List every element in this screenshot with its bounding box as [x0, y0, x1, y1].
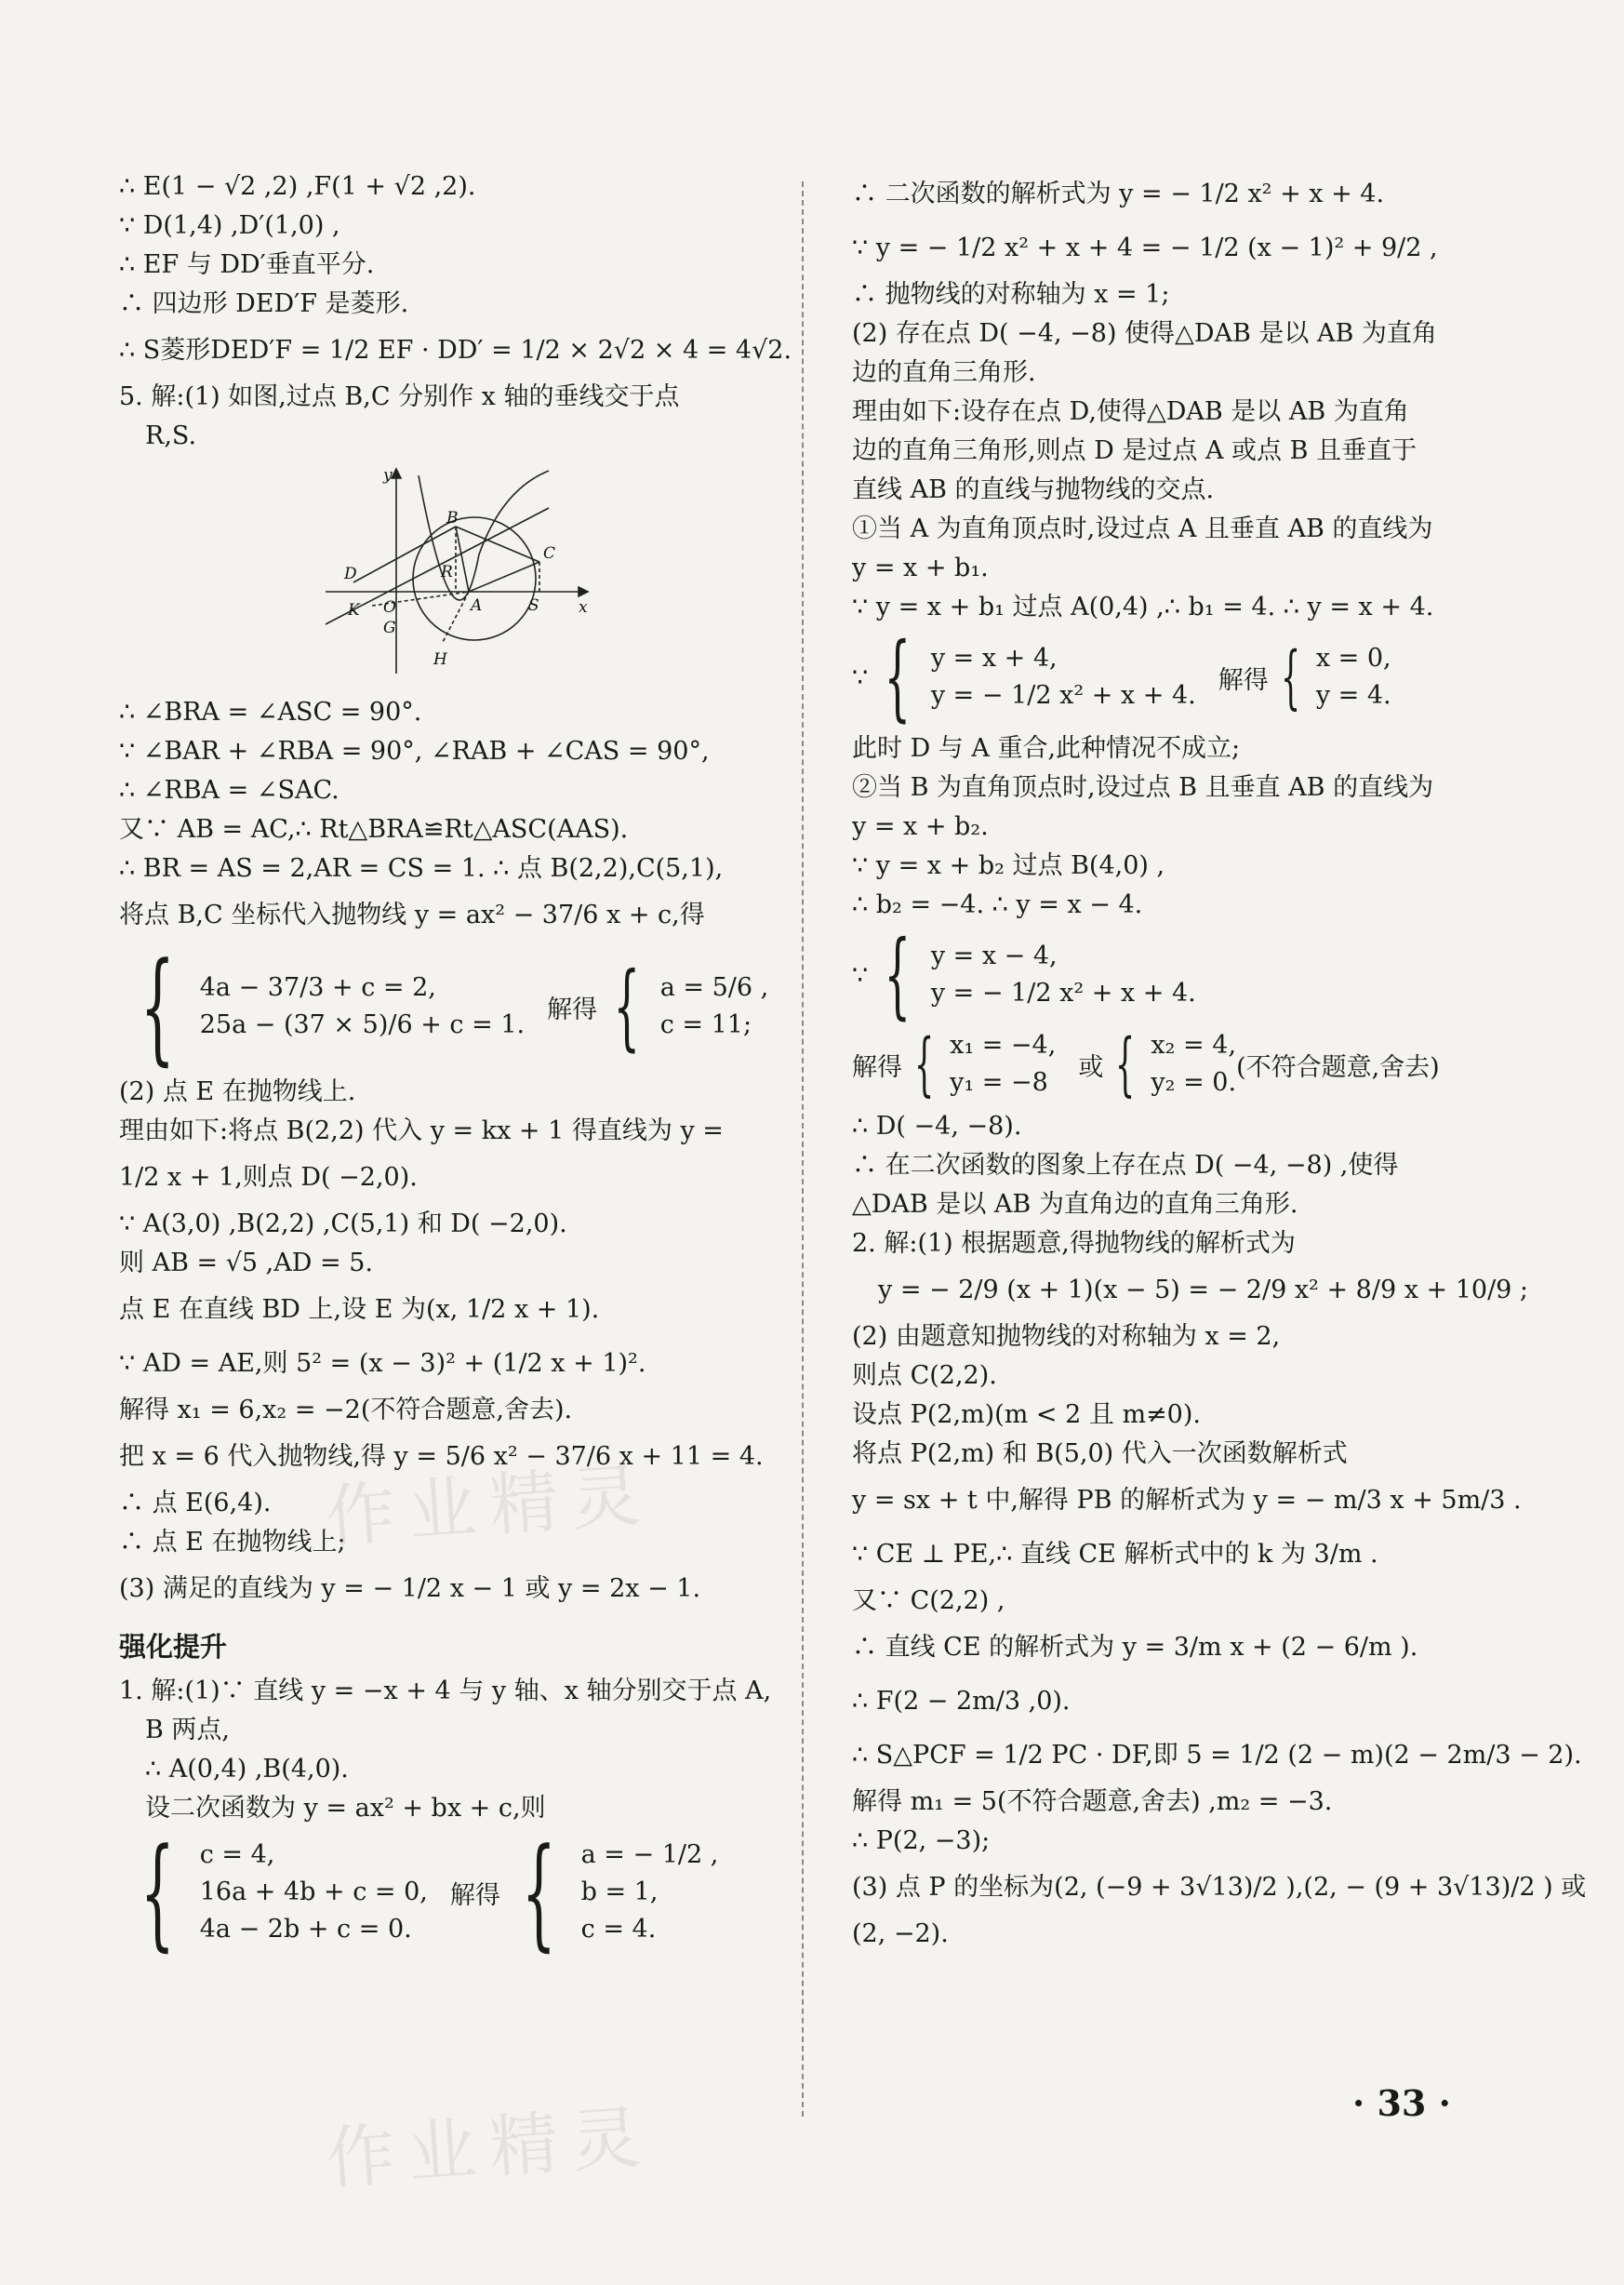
text-line: 1/2 x + 1,则点 D( −2,0).	[119, 1163, 418, 1192]
equation: 16a + 4b + c = 0,	[199, 1877, 428, 1906]
equation-system	[119, 936, 789, 1077]
solution: x = 0,	[1315, 644, 1391, 673]
note: (不符合题意,舍去)	[1236, 1052, 1440, 1082]
text-line: ∵ y = − 1/2 x² + x + 4 = − 1/2 (x − 1)² + 9/2 ,	[852, 234, 1438, 262]
text-line: ∴ D( −4, −8).	[852, 1112, 1022, 1141]
solve-label: 解得	[852, 1052, 902, 1082]
text-line: ∴ 直线 CE 的解析式为 y = 3/m x + (2 − 6/m ).	[852, 1633, 1418, 1662]
text-line: 又∵ AB = AC,∴ Rt△BRA≌Rt△ASC(AAS).	[119, 815, 629, 844]
left-brace-icon: {	[884, 622, 912, 731]
figure-label: B	[446, 509, 459, 528]
equation: 4a − 2b + c = 0.	[199, 1915, 412, 1944]
text-line: ∵ y = x + b₁ 过点 A(0,4) ,∴ b₁ = 4. ∴ y = x + 4.	[852, 593, 1434, 621]
equation-system	[852, 622, 1503, 731]
text-line: y = x + b₁.	[852, 554, 989, 582]
text-line: ∴ A(0,4) ,B(4,0).	[145, 1755, 349, 1784]
or-label: 或	[1078, 1052, 1104, 1082]
text-line: (2, −2).	[852, 1919, 949, 1948]
problem-2-heading: 2. 解:(1) 根据题意,得抛物线的解析式为	[852, 1229, 1296, 1258]
figure-label: A	[471, 596, 483, 615]
text-line: ∵ CE ⊥ PE,∴ 直线 CE 解析式中的 k 为 3/m .	[852, 1540, 1378, 1569]
text-line: (2) 点 E 在抛物线上.	[119, 1077, 356, 1106]
equation: 25a − (37 × 5)/6 + c = 1.	[199, 1010, 526, 1039]
watermark: 作业精灵	[323, 2096, 656, 2200]
solution: y₂ = 0.	[1151, 1068, 1237, 1097]
x-axis-arrow-icon	[579, 587, 588, 596]
text-line: ∵ y = x + b₂ 过点 B(4,0) ,	[852, 851, 1165, 880]
figure-label: R	[441, 563, 453, 581]
text-line: ∵ AD = AE,则 5² = (x − 3)² + (1/2 x + 1)².	[119, 1349, 646, 1378]
text-line: 将点 B,C 坐标代入抛物线 y = ax² − 37/6 x + c,得	[119, 901, 705, 929]
figure-label: y	[383, 466, 393, 485]
equation-system	[852, 920, 1503, 1029]
text-line: B 两点,	[145, 1716, 231, 1744]
column-divider	[802, 181, 804, 2117]
section-heading: 强化提升	[119, 1631, 228, 1663]
equation: c = 4,	[199, 1840, 275, 1869]
segment-ac	[469, 562, 539, 592]
text-line: ∴ BR = AS = 2,AR = CS = 1. ∴ 点 B(2,2),C(5,1),	[119, 854, 724, 883]
text-line: ∵ D(1,4) ,D′(1,0) ,	[119, 211, 340, 240]
text-line: (2) 存在点 D( −4, −8) 使得△DAB 是以 AB 为直角	[852, 319, 1437, 348]
text-line: ∴ 四边形 DED′F 是菱形.	[119, 289, 409, 318]
solution: a = 5/6 ,	[659, 973, 769, 1002]
right-column	[852, 167, 1587, 1954]
equation: y = − 1/2 x² + x + 4.	[930, 681, 1196, 710]
left-brace-icon: {	[521, 1822, 556, 1963]
text-line: 理由如下:将点 B(2,2) 代入 y = kx + 1 得直线为 y =	[119, 1116, 724, 1145]
left-brace-icon: {	[140, 1822, 175, 1963]
because-symbol: ∵	[852, 662, 869, 692]
text-line: 点 E 在直线 BD 上,设 E 为(x, 1/2 x + 1).	[119, 1295, 600, 1324]
segment-ba	[456, 527, 469, 592]
figure-label: K	[348, 601, 360, 620]
watermark: 作业精灵	[323, 1454, 656, 1558]
text-line: △DAB 是以 AB 为直角边的直角三角形.	[852, 1190, 1298, 1219]
left-brace-icon: {	[1280, 637, 1300, 717]
equation: y = x − 4,	[930, 942, 1058, 970]
text-line: 将点 P(2,m) 和 B(5,0) 代入一次函数解析式	[852, 1439, 1348, 1468]
text-line: ∴ S△PCF = 1/2 PC · DF,即 5 = 1/2 (2 − m)(2 − 2m/3 − 2).	[852, 1741, 1582, 1770]
text-line: R,S.	[145, 421, 197, 450]
text-line: ∵ A(3,0) ,B(2,2) ,C(5,1) 和 D( −2,0).	[119, 1209, 567, 1238]
text-line: 边的直角三角形,则点 D 是过点 A 或点 B 且垂直于	[852, 436, 1418, 465]
equation: y = x + 4,	[930, 644, 1058, 673]
text-line: ∴ b₂ = −4. ∴ y = x − 4.	[852, 890, 1143, 919]
figure-label: x	[579, 598, 588, 617]
text-line: ∵ ∠BAR + ∠RBA = 90°, ∠RAB + ∠CAS = 90°,	[119, 737, 710, 766]
text-line: ∴ ∠RBA = ∠SAC.	[119, 776, 339, 805]
solution: c = 11;	[659, 1010, 752, 1039]
equation: 4a − 37/3 + c = 2,	[199, 973, 436, 1002]
text-line: ②当 B 为直角顶点时,设过点 B 且垂直 AB 的直线为	[852, 773, 1434, 802]
left-brace-icon: {	[884, 920, 912, 1029]
text-line: ①当 A 为直角顶点时,设过点 A 且垂直 AB 的直线为	[852, 514, 1433, 543]
text-line: ∴ ∠BRA = ∠ASC = 90°.	[119, 698, 422, 727]
because-symbol: ∵	[852, 960, 869, 990]
text-line: 则 AB = √5 ,AD = 5.	[119, 1249, 373, 1277]
text-line: ∴ EF 与 DD′垂直平分.	[119, 250, 375, 279]
left-brace-icon: {	[140, 936, 175, 1077]
text-line: ∴ 点 E 在抛物线上;	[119, 1528, 346, 1557]
text-line: (2) 由题意知抛物线的对称轴为 x = 2,	[852, 1322, 1281, 1351]
figure-label: C	[543, 544, 556, 563]
solution: x₂ = 4,	[1151, 1031, 1237, 1060]
solve-label: 解得	[449, 1880, 500, 1910]
problem-5-heading: 5. 解:(1) 如图,过点 B,C 分别作 x 轴的垂线交于点	[119, 382, 680, 411]
figure-label: G	[383, 619, 396, 637]
text-line: (3) 点 P 的坐标为(2, (−9 + 3√13)/2 ),(2, − (9 + 3√13)/2 ) 或	[852, 1873, 1587, 1902]
text-line: 此时 D 与 A 重合,此种情况不成立;	[852, 734, 1241, 763]
figure-label: D	[344, 565, 357, 583]
text-line: ∴ 点 E(6,4).	[119, 1489, 272, 1517]
circle-curve	[413, 517, 536, 640]
text-line: 又∵ C(2,2) ,	[852, 1586, 1005, 1615]
solution: b = 1,	[580, 1877, 659, 1906]
text-line: y = − 2/9 (x + 1)(x − 5) = − 2/9 x² + 8/9 x + 10/9 ;	[878, 1276, 1529, 1304]
solution: c = 4.	[580, 1915, 657, 1944]
geometry-figure	[316, 461, 595, 675]
text-line: ∴ 二次函数的解析式为 y = − 1/2 x² + x + 4.	[852, 180, 1385, 208]
text-line: 解得 x₁ = 6,x₂ = −2(不符合题意,舍去).	[119, 1396, 573, 1424]
text-line: 则点 C(2,2).	[852, 1361, 997, 1390]
figure-label: S	[528, 596, 539, 615]
left-brace-icon: {	[913, 1024, 935, 1104]
figure-label: H	[433, 650, 447, 669]
figure-label: O	[383, 598, 396, 617]
page-number: · 33 ·	[1352, 2082, 1451, 2124]
problem-1-heading: 1. 解:(1)∵ 直线 y = −x + 4 与 y 轴、x 轴分别交于点 A,	[119, 1677, 772, 1705]
text-line: ∴ 在二次函数的图象上存在点 D( −4, −8) ,使得	[852, 1151, 1399, 1180]
text-line: 直线 AB 的直线与抛物线的交点.	[852, 475, 1215, 504]
solve-label: 解得	[1218, 665, 1269, 695]
text-line: 边的直角三角形.	[852, 358, 1036, 387]
equation-system	[119, 1822, 789, 1963]
text-line: ∴ 抛物线的对称轴为 x = 1;	[852, 280, 1170, 309]
solution: x₁ = −4,	[950, 1031, 1057, 1060]
left-column	[119, 167, 792, 1963]
segment-ah	[442, 592, 469, 644]
solution: y = 4.	[1315, 681, 1391, 710]
solution: y₁ = −8	[950, 1068, 1048, 1097]
y-axis-arrow-icon	[392, 469, 401, 478]
equation-system	[852, 1024, 1503, 1104]
text-line: ∴ E(1 − √2 ,2) ,F(1 + √2 ,2).	[119, 172, 476, 201]
text-line: (3) 满足的直线为 y = − 1/2 x − 1 或 y = 2x − 1.	[119, 1574, 701, 1603]
left-brace-icon: {	[1115, 1024, 1136, 1104]
text-line: ∴ P(2, −3);	[852, 1826, 991, 1855]
text-line: 设点 P(2,m)(m < 2 且 m≠0).	[852, 1400, 1201, 1429]
text-line: y = sx + t 中,解得 PB 的解析式为 y = − m/3 x + 5m/3 .	[852, 1486, 1522, 1515]
equation: y = − 1/2 x² + x + 4.	[930, 979, 1196, 1008]
text-line: y = x + b₂.	[852, 812, 989, 841]
text-line: 设二次函数为 y = ax² + bx + c,则	[145, 1794, 546, 1823]
text-line: 理由如下:设存在点 D,使得△DAB 是以 AB 为直角	[852, 397, 1409, 426]
segment-bc	[456, 527, 539, 562]
text-line: ∴ S菱形DED′F = 1/2 EF · DD′ = 1/2 × 2√2 × 4 = 4√2.	[119, 336, 792, 365]
left-brace-icon: {	[613, 952, 641, 1061]
text-line: 把 x = 6 代入抛物线,得 y = 5/6 x² − 37/6 x + 11 = 4.	[119, 1442, 764, 1471]
text-line: ∴ F(2 − 2m/3 ,0).	[852, 1687, 1071, 1716]
solution: a = − 1/2 ,	[580, 1840, 719, 1869]
text-line: 解得 m₁ = 5(不符合题意,舍去) ,m₂ = −3.	[852, 1787, 1333, 1816]
solve-label: 解得	[547, 995, 598, 1024]
